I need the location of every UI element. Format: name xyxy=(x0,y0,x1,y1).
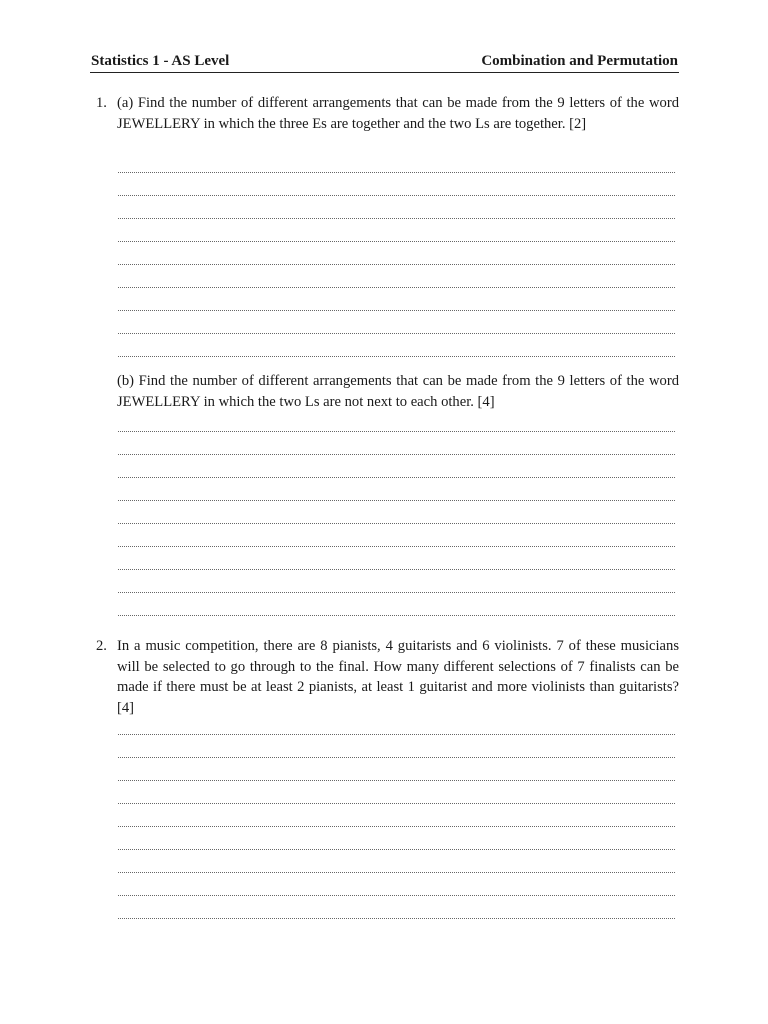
answer-line[interactable] xyxy=(118,803,675,804)
answer-line[interactable] xyxy=(118,546,675,547)
answer-line[interactable] xyxy=(118,500,675,501)
page-header xyxy=(90,52,679,73)
answer-line[interactable] xyxy=(118,218,675,219)
answer-line[interactable] xyxy=(118,356,675,357)
answer-line[interactable] xyxy=(118,592,675,593)
answer-line[interactable] xyxy=(118,569,675,570)
answer-line[interactable] xyxy=(118,615,675,616)
answer-line[interactable] xyxy=(118,333,675,334)
answer-line[interactable] xyxy=(118,454,675,455)
question-1-number: 1. xyxy=(96,95,107,111)
question-1b-text: (b) Find the number of different arrangements that can be made from the 9 letters of the word JEWELLERY in which the two Ls are not next to each other. [4] xyxy=(117,373,679,410)
answer-line[interactable] xyxy=(118,757,675,758)
answer-line[interactable] xyxy=(118,172,675,173)
answer-line[interactable] xyxy=(118,523,675,524)
answer-line[interactable] xyxy=(118,849,675,850)
answer-line[interactable] xyxy=(118,431,675,432)
question-1a-text: (a) Find the number of different arrangements that can be made from the 9 letters of the word JEWELLERY in which the three Es are together and the two Ls are together. [2] xyxy=(117,95,679,132)
course-title: Statistics 1 - AS Level xyxy=(91,53,230,69)
topic-title: Combination and Permutation xyxy=(481,53,678,69)
answer-line[interactable] xyxy=(118,895,675,896)
answer-line[interactable] xyxy=(118,734,675,735)
answer-line[interactable] xyxy=(118,477,675,478)
answer-line[interactable] xyxy=(118,287,675,288)
question-2-number: 2. xyxy=(96,638,107,654)
answer-line[interactable] xyxy=(118,264,675,265)
answer-line[interactable] xyxy=(118,241,675,242)
answer-line[interactable] xyxy=(118,780,675,781)
answer-line[interactable] xyxy=(118,310,675,311)
answer-line[interactable] xyxy=(118,826,675,827)
question-2-text: In a music competition, there are 8 pianists, 4 guitarists and 6 violinists. 7 of these musicians will be selected to go through to the final. How many different selections of 7 finalists can be made if there must be at least 2 pianists, at least 1 guitarist and more violinists than guitarists? [4] xyxy=(117,638,679,716)
answer-line[interactable] xyxy=(118,918,675,919)
answer-line[interactable] xyxy=(118,872,675,873)
answer-line[interactable] xyxy=(118,195,675,196)
